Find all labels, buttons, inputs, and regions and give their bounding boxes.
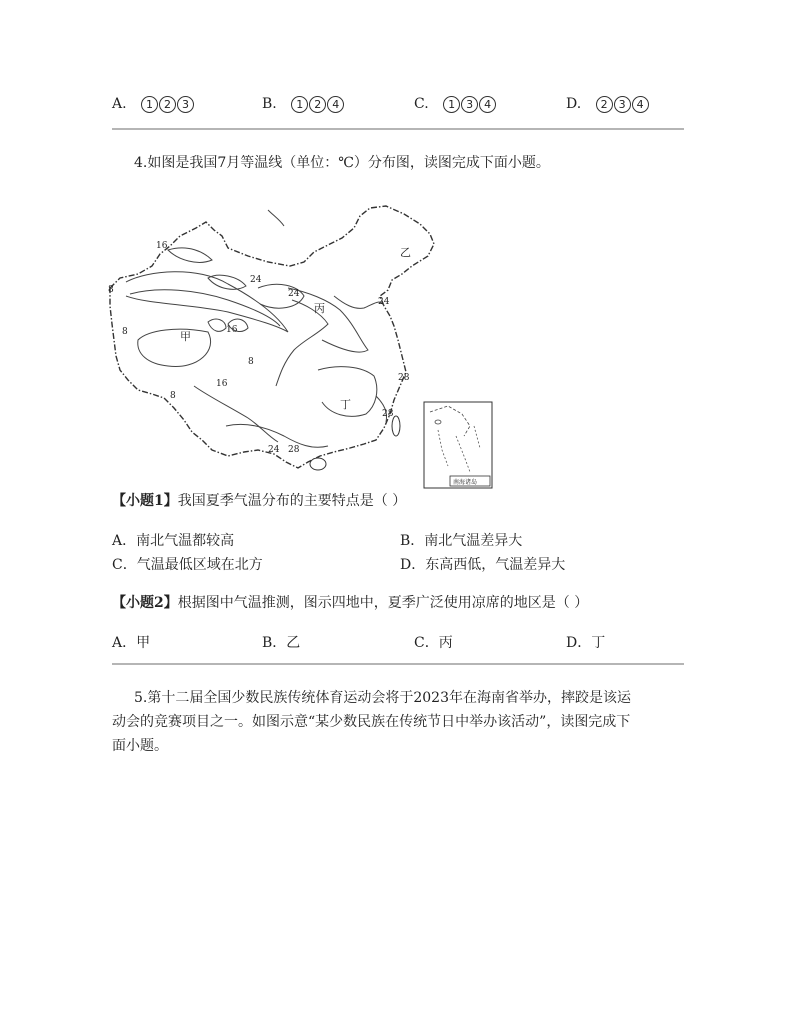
taiwan-island: [392, 416, 400, 436]
q3-options: [112, 96, 692, 116]
sub-question-1: [112, 490, 406, 510]
option-label: D.: [566, 96, 582, 112]
sub1-option-c[interactable]: [112, 554, 263, 574]
isotherm-line: [334, 296, 384, 308]
circled-number: 2: [159, 96, 176, 113]
isotherm-label: 24: [268, 445, 280, 455]
q3-option-d[interactable]: [566, 96, 650, 113]
isotherm-label: 28: [288, 445, 300, 455]
q5-stem-line-3: 面小题。: [112, 738, 168, 754]
option-label: D．: [400, 557, 426, 573]
sub1-option-b[interactable]: [400, 530, 522, 550]
china-july-isotherm-map: [108, 200, 498, 490]
option-label: B.: [262, 96, 277, 112]
option-label: B．: [262, 635, 287, 651]
isotherm-label: 24: [288, 289, 300, 299]
option-text: 南北气温都较高: [136, 533, 235, 549]
isotherm-label: 8: [122, 327, 128, 337]
option-label: A．: [112, 635, 137, 651]
circled-number: 2: [596, 96, 613, 113]
isotherm-line: [226, 424, 328, 447]
isotherm-label: 8: [248, 357, 254, 367]
isotherm-line: [194, 386, 278, 442]
option-label: A.: [112, 96, 127, 112]
divider: [112, 663, 684, 665]
sub2-option-d[interactable]: [566, 632, 605, 652]
circled-number: 1: [291, 96, 308, 113]
sub-question-text: 我国夏季气温分布的主要特点是（ ）: [177, 493, 407, 509]
region-label-jia: 甲: [180, 330, 191, 343]
circled-number: 4: [327, 96, 344, 113]
q3-option-b[interactable]: [262, 96, 345, 113]
option-label: B．: [400, 533, 425, 549]
circled-number: 4: [479, 96, 496, 113]
sub-question-text: 根据图中气温推测，图示四地中，夏季广泛使用凉席的地区是（ ）: [177, 595, 589, 611]
circled-number: 1: [141, 96, 158, 113]
isotherm-label: 16: [156, 241, 168, 251]
isotherm-label: 8: [108, 285, 114, 295]
option-text: 丁: [591, 635, 606, 651]
option-text: 甲: [136, 635, 151, 651]
sub-question-2: [112, 592, 588, 612]
option-text: 东高西低，气温差异大: [425, 557, 566, 573]
option-text: 南北气温差异大: [424, 533, 523, 549]
sub2-option-a[interactable]: [112, 632, 150, 652]
isotherm-label: 28: [398, 373, 410, 383]
isotherm-line: [126, 272, 288, 332]
circled-number: 3: [461, 96, 478, 113]
region-label-ding: 丁: [340, 398, 351, 411]
circled-number: 4: [632, 96, 649, 113]
sub1-option-d[interactable]: [400, 554, 565, 574]
circled-number: 2: [309, 96, 326, 113]
isotherm-label: 24: [250, 275, 262, 285]
option-label: C．: [414, 635, 439, 651]
option-label: A．: [112, 533, 137, 549]
south-china-sea-inset: [424, 402, 492, 488]
option-label: D．: [566, 635, 592, 651]
isotherm-line: [168, 248, 212, 262]
isotherm-line: [268, 210, 284, 226]
option-label: C．: [112, 557, 137, 573]
q3-option-a[interactable]: [112, 96, 195, 113]
circled-number: 3: [177, 96, 194, 113]
isotherm-label: 24: [378, 297, 390, 307]
q5-stem-line-1: 5.第十二届全国少数民族传统体育运动会将于2023年在海南省举办，摔跤是该运: [134, 690, 631, 706]
isotherm-label: 16: [216, 379, 228, 389]
q4-stem: 4.如图是我国7月等温线（单位：℃）分布图，读图完成下面小题。: [134, 155, 550, 171]
q3-option-c[interactable]: [414, 96, 497, 113]
sub2-option-b[interactable]: [262, 632, 300, 652]
sub1-option-a[interactable]: [112, 530, 234, 550]
option-text: 乙: [286, 635, 301, 651]
circled-number: 1: [443, 96, 460, 113]
region-label-yi: 乙: [400, 246, 411, 259]
option-label: C.: [414, 96, 429, 112]
sub2-option-c[interactable]: [414, 632, 453, 652]
option-text: 气温最低区域在北方: [136, 557, 263, 573]
isotherm-label: 28: [382, 409, 394, 419]
isotherm-label: 16: [226, 325, 238, 335]
region-label-bing: 丙: [314, 302, 325, 315]
isotherm-line: [138, 329, 211, 366]
isotherm-line: [208, 319, 226, 331]
sub-question-prefix: 【小题1】: [112, 493, 178, 509]
isotherm-label: 8: [170, 391, 176, 401]
hainan-island: [310, 458, 326, 470]
inset-label: 南海诸岛: [453, 479, 478, 486]
sub-question-prefix: 【小题2】: [112, 595, 178, 611]
isotherm-line: [288, 288, 368, 352]
circled-number: 3: [614, 96, 631, 113]
option-text: 丙: [438, 635, 453, 651]
q5-stem-line-2: 动会的竞赛项目之一。如图示意“某少数民族在传统节日中举办该活动”，读图完成下: [112, 714, 631, 730]
divider: [112, 128, 684, 130]
